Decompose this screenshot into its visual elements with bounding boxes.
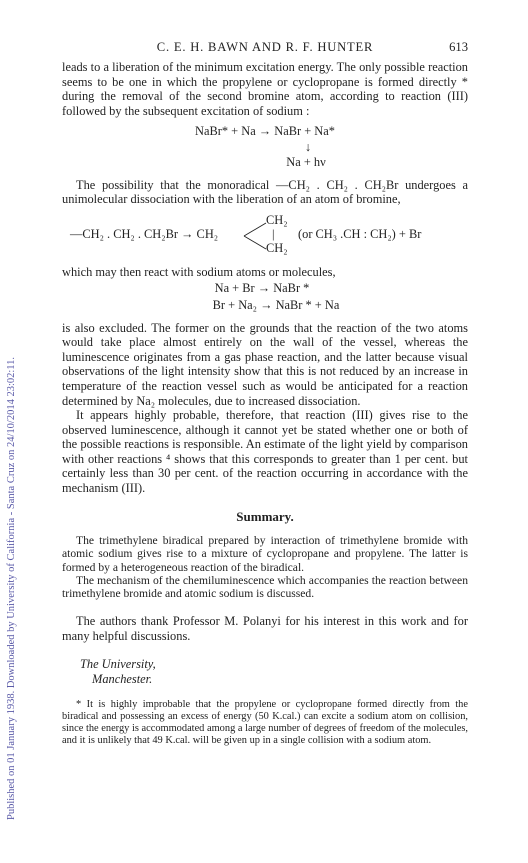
paragraph-conclusion: It appears highly probable, therefore, that reaction (III) gives rise to the observed luminescence, although it cannot yet be stated whether one or both of the possible reactions is responsible. An estimate of the light yield by comparison with other reactions ⁴ shows that this corresponds to greater than 1 per cent. but certainly less than 30 per cent. of the reaction occurring in accordance with the mechanism (III). [62, 408, 468, 496]
equation-line: Na + hν [286, 154, 326, 169]
acknowledgement: The authors thank Professor M. Polanyi for his interest in this work and for many helpful discussions. [62, 614, 468, 643]
paragraph-excluded: is also excluded. The former on the grounds that the reaction of the two atoms would take place almost entirely on the wall of the vessel, whereas the luminescence originates from a gas phase reaction, and the latter because visual observations of the light intensity show that this is not reduced by an increase in temperature of the reaction vessel such as would be anticipated for a reaction determined by Na₂ molecules, due to increased dissociation. [62, 320, 468, 408]
equation-line: NaBr* + Na → NaBr + Na* [195, 124, 335, 139]
paragraph-intro: leads to a liberation of the minimum excitation energy. The only possible reaction seems to be one in which the propylene or cyclopropane is formed directly * during the removal of the second bromine atom, according to reaction (III) followed by the subsequent excitation of sodium : [62, 60, 468, 118]
down-arrow-icon: ↓ [304, 139, 312, 154]
page-body [62, 40, 468, 747]
summary-paragraph: The mechanism of the chemiluminescence which accompanies the reaction between trimethylene bromide and atomic sodium is discussed. [62, 573, 468, 601]
address-line: The University, [80, 657, 156, 672]
download-watermark [6, 60, 20, 820]
ring-bottom: CH₂ [266, 240, 288, 255]
equation-line: Br + Na₂ → NaBr * + Na [212, 297, 340, 312]
equation-right: (or CH₃ .CH : CH₂) + Br [298, 226, 422, 241]
ring-top: CH₂ [266, 212, 288, 227]
author-address [62, 657, 468, 687]
address-line: Manchester. [92, 672, 153, 687]
equation-line: Na + Br → NaBr * [214, 281, 310, 296]
equation-excitation [62, 124, 468, 169]
running-title: C. E. H. BAWN AND R. F. HUNTER [156, 40, 374, 54]
equation-dissociation [62, 213, 468, 257]
paragraph-react: which may then react with sodium atoms or molecules, [62, 264, 336, 279]
equation-left: —CH₂ . CH₂ . CH₂Br → CH₂ [70, 226, 219, 241]
download-watermark-text: Published on 01 January 1938. Downloaded by University of California - Santa Cruz on 24/10/2014 23:02:11. [6, 356, 17, 820]
summary-heading: Summary. [236, 508, 294, 524]
footnote: * It is highly improbable that the propylene or cyclopropane formed directly from the biradical and possessing an excess of energy (50 K.cal.) can excite a sodium atom on collision, since the energy is accommodated among a large number of degrees of freedom of the molecules, and it is unlikely that 49 K.cal. will be given up in a single collision with a sodium atom. [62, 699, 468, 747]
summary-section [62, 534, 468, 600]
running-header [62, 40, 468, 60]
ring-bond: | [272, 226, 275, 241]
equation-recombination [62, 281, 468, 312]
ring-bonds-icon [242, 219, 268, 253]
summary-paragraph: The trimethylene biradical prepared by interaction of trimethylene bromide with atomic sodium gives rise to a mixture of cyclopropane and propylene. The latter is formed by a heterogeneous reaction of the biradical. [62, 534, 468, 574]
paragraph-monoradical: The possibility that the monoradical —CH₂ . CH₂ . CH₂Br undergoes a unimolecular dissociation with the liberation of an atom of bromine, [62, 177, 468, 207]
page-number: 613 [449, 40, 468, 54]
